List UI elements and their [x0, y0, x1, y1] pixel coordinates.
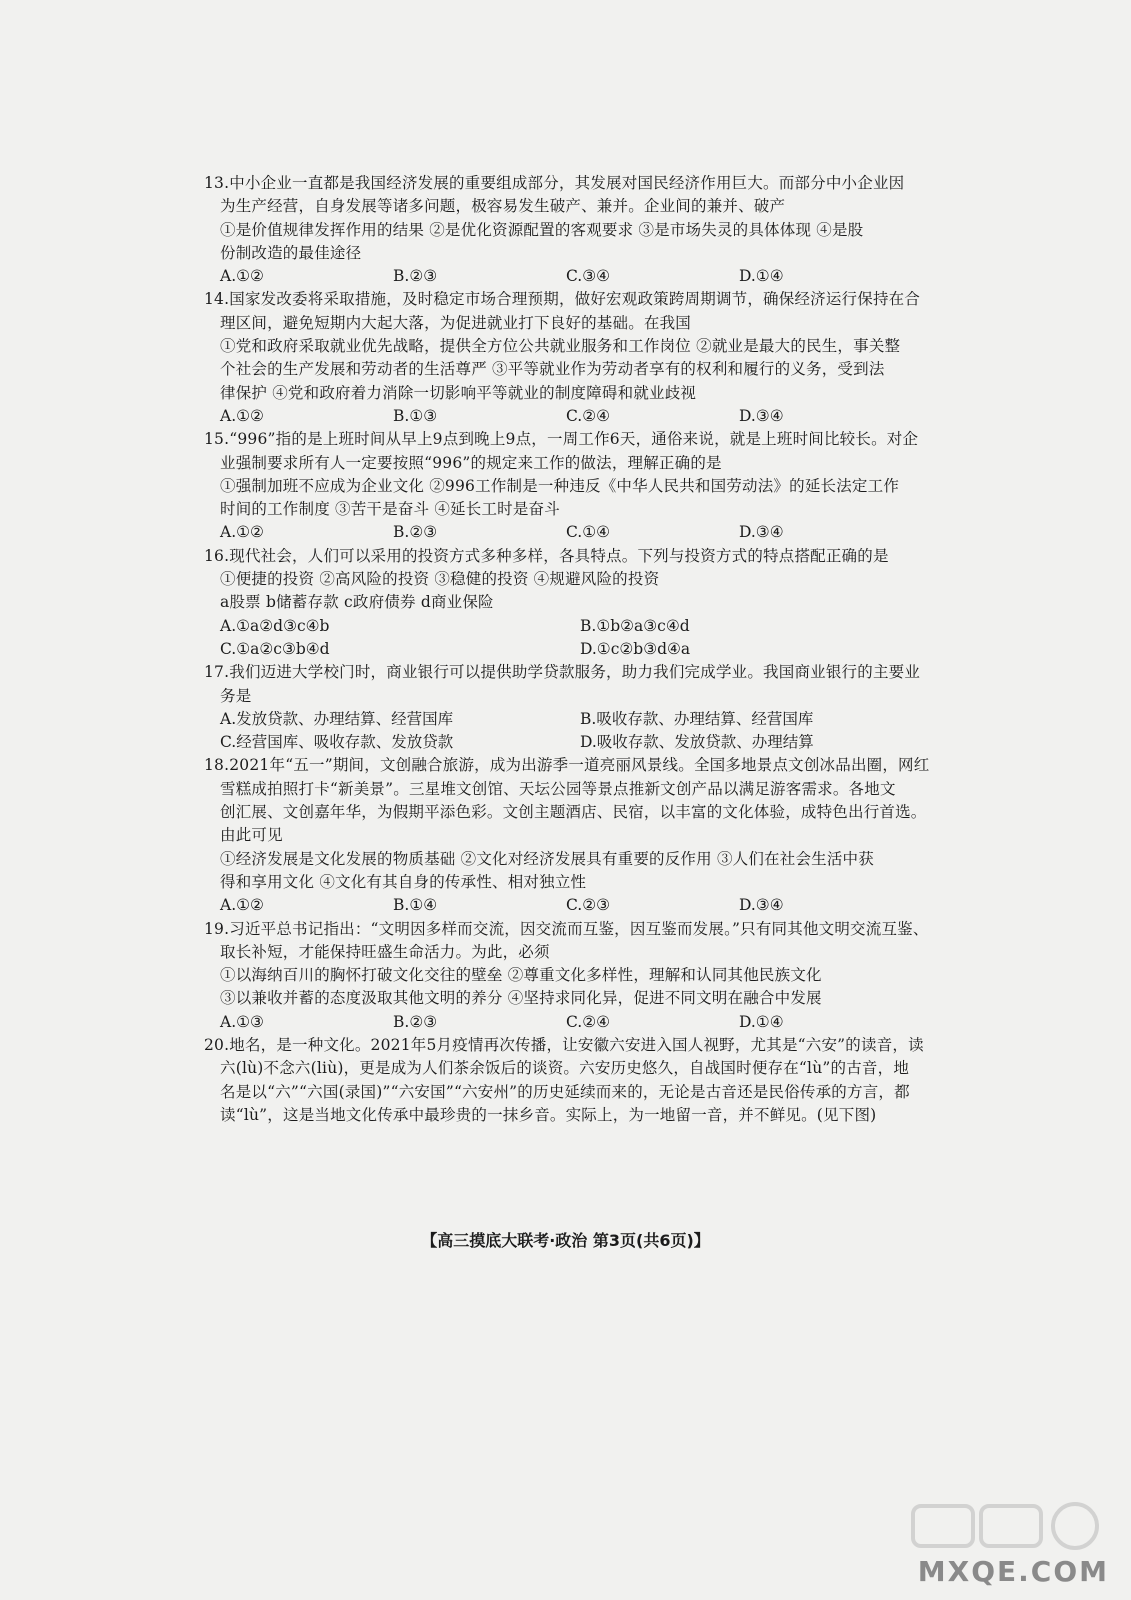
answer-options-row	[204, 615, 924, 638]
question-stem-line: 14.国家发改委将采取措施，及时稳定市场合理预期，做好宏观政策跨周期调节，确保经济运行保持在合	[204, 290, 921, 309]
question-13	[204, 172, 924, 288]
question-19	[204, 918, 929, 1034]
statement-line: ①以海纳百川的胸怀打破文化交往的壁垒 ②尊重文化多样性，理解和认同其他民族文化	[220, 966, 822, 985]
question-stem-line: 读“lù”，这是当地文化传承中最珍贵的一抹乡音。实际上，为一地留一音，并不鲜见。(见下图)	[220, 1105, 877, 1124]
statement-line: 律保护 ④党和政府着力消除一切影响平等就业的制度障碍和就业歧视	[220, 383, 697, 402]
statement-line: ①经济发展是文化发展的物质基础 ②文化对经济发展具有重要的反作用 ③人们在社会生活中获	[220, 849, 874, 868]
statement-line: ①是价值规律发挥作用的结果 ②是优化资源配置的客观要求 ③是市场失灵的具体体现 ④是股	[220, 220, 864, 239]
option-c[interactable]: C.②④	[566, 1012, 611, 1031]
option-d[interactable]: D.③④	[739, 406, 784, 425]
question-list	[204, 172, 930, 1127]
question-stem-line: 13.中小企业一直都是我国经济发展的重要组成部分，其发展对国民经济作用巨大。而部分中小企业因	[204, 174, 905, 192]
question-stem-line: 由此可见	[220, 826, 283, 845]
question-stem-line: 名是以“六”“六国(录国)”“六安国”“六安州”的历史延续而来的，无论是古音还是民俗传承的方言，都	[220, 1082, 910, 1101]
question-20	[204, 1034, 924, 1127]
page-footer: 【高三摸底大联考·政治 第3页(共6页)】	[421, 1231, 710, 1250]
option-b[interactable]: B.①④	[393, 896, 438, 915]
option-c[interactable]: C.①a②c③b④d	[220, 639, 330, 658]
question-stem-line: 理区间，避免短期内大起大落，为促进就业打下良好的基础。在我国	[220, 313, 692, 332]
question-stem-line: 20.地名，是一种文化。2021年5月疫情再次传播，让安徽六安进入国人视野，尤其是“六安”的读音，读	[204, 1035, 924, 1054]
option-a[interactable]: A.①②	[220, 523, 264, 542]
watermark-text: MXQE.COM	[917, 1555, 1109, 1588]
option-b[interactable]: B.①b②a③c④d	[580, 616, 690, 635]
question-stem-line: 务是	[220, 686, 252, 705]
option-b[interactable]: B.②③	[393, 1012, 438, 1031]
statement-line: ①便捷的投资 ②高风险的投资 ③稳健的投资 ④规避风险的投资	[220, 570, 660, 589]
statement-line: ①强制加班不应成为企业文化 ②996工作制是一种违反《中华人民共和国劳动法》的延长法定工作	[220, 476, 900, 495]
question-16	[204, 545, 924, 661]
option-d[interactable]: D.①④	[739, 1012, 784, 1031]
option-b[interactable]: B.②③	[393, 523, 438, 542]
answer-options	[204, 894, 924, 917]
question-stem-line: 业强制要求所有人一定要按照“996”的规定来工作的做法，理解正确的是	[220, 453, 722, 472]
option-c[interactable]: C.①④	[566, 523, 611, 542]
statement-line: a股票 b储蓄存款 c政府债券 d商业保险	[220, 593, 494, 612]
statement-line: ①党和政府采取就业优先战略，提供全方位公共就业服务和工作岗位 ②就业是最大的民生，事关整	[220, 337, 901, 356]
statement-line: ③以兼收并蓄的态度汲取其他文明的养分 ④坚持求同化异，促进不同文明在融合中发展	[220, 989, 822, 1008]
question-stem-line: 创汇展、文创嘉年华，为假期平添色彩。文创主题酒店、民宿，以丰富的文化体验，成特色出行首选。	[220, 803, 927, 822]
option-d[interactable]: D.③④	[739, 523, 784, 542]
answer-options-row	[204, 638, 924, 661]
option-d[interactable]: D.①④	[739, 267, 784, 286]
option-a[interactable]: A.发放贷款、办理结算、经营国库	[220, 709, 454, 728]
question-stem-line: 18.2021年“五一”期间，文创融合旅游，成为出游季一道亮丽风景线。全国多地景点文创冰品出圈，网红	[204, 756, 930, 775]
question-stem-line: 16.现代社会，人们可以采用的投资方式多种多样，各具特点。下列与投资方式的特点搭配正确的是	[204, 546, 889, 565]
question-stem-line: 六(lù)不念六(liù)，更是成为人们茶余饭后的谈资。六安历史悠久，自战国时便存在“lù”的古音，地	[220, 1059, 910, 1078]
option-a[interactable]: A.①②	[220, 896, 264, 915]
option-a[interactable]: A.①②	[220, 267, 264, 286]
answer-options	[204, 265, 924, 288]
question-stem-line: 雪糕成拍照打卡“新美景”。三星堆文创馆、天坛公园等景点推新文创产品以满足游客需求。各地文	[220, 779, 896, 798]
question-stem-line: 15.“996”指的是上班时间从早上9点到晚上9点，一周工作6天，通俗来说，就是上班时间比较长。对企	[204, 430, 919, 449]
option-d[interactable]: D.③④	[739, 896, 784, 915]
option-b[interactable]: B.①③	[393, 406, 438, 425]
statement-line: 得和享用文化 ④文化有其自身的传承性、相对独立性	[220, 872, 587, 891]
option-d[interactable]: D.吸收存款、发放贷款、办理结算	[580, 733, 814, 752]
question-15	[204, 428, 924, 544]
question-stem-line: 19.习近平总书记指出：“文明因多样而交流，因交流而互鉴，因互鉴而发展。”只有同其他文明交流互鉴、	[204, 919, 929, 938]
answer-options-row	[204, 731, 924, 754]
statement-line: 份制改造的最佳途径	[220, 243, 362, 262]
answer-options	[204, 1011, 924, 1034]
option-c[interactable]: C.③④	[566, 267, 611, 286]
option-a[interactable]: A.①②	[220, 406, 264, 425]
question-14	[204, 288, 924, 428]
question-stem-line: 取长补短，才能保持旺盛生命活力。为此，必须	[220, 942, 550, 961]
option-c[interactable]: C.②③	[566, 896, 611, 915]
option-a[interactable]: A.①③	[220, 1012, 264, 1031]
option-b[interactable]: B.吸收存款、办理结算、经营国库	[580, 709, 814, 728]
question-17	[204, 661, 924, 754]
option-c[interactable]: C.经营国库、吸收存款、发放贷款	[220, 733, 454, 752]
statement-line: 时间的工作制度 ③苦干是奋斗 ④延长工时是奋斗	[220, 500, 560, 519]
statement-line: 个社会的生产发展和劳动者的生活尊严 ③平等就业作为劳动者享有的权利和履行的义务，受到法	[220, 360, 885, 379]
answer-options-row	[204, 708, 924, 731]
answer-options	[204, 405, 924, 428]
option-c[interactable]: C.②④	[566, 406, 611, 425]
question-stem-line: 17.我们迈进大学校门时，商业银行可以提供助学贷款服务，助力我们完成学业。我国商业银行的主要业	[204, 663, 921, 682]
answer-options	[204, 521, 924, 544]
option-a[interactable]: A.①a②d③c④b	[220, 616, 330, 635]
option-b[interactable]: B.②③	[393, 267, 438, 286]
question-stem-line: 为生产经营，自身发展等诸多问题，极容易发生破产、兼并。企业间的兼并、破产	[220, 197, 786, 216]
question-18	[204, 754, 930, 917]
option-d[interactable]: D.①c②b③d④a	[580, 639, 691, 658]
